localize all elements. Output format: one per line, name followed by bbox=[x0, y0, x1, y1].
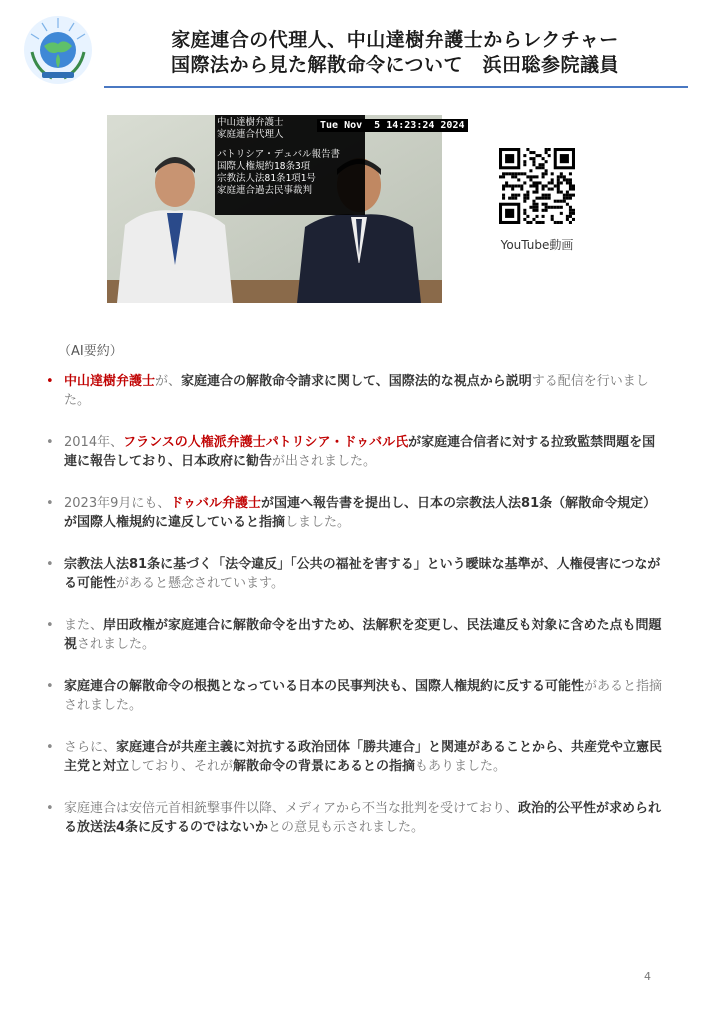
bullet-icon: • bbox=[46, 740, 54, 755]
qr-caption: YouTube動画 bbox=[500, 238, 574, 252]
summary-text-segment: しており、それが bbox=[129, 759, 234, 774]
summary-text-segment: さらに、 bbox=[64, 740, 117, 755]
summary-text-segment: 中山達樹弁護士 bbox=[64, 374, 156, 389]
summary-text-segment: ドゥバル弁護士 bbox=[170, 496, 262, 511]
video-thumbnail[interactable] bbox=[107, 115, 465, 303]
bullet-icon: • bbox=[46, 679, 54, 694]
summary-text-segment: フランスの人権派弁護士パトリシア・ドゥバル氏 bbox=[123, 435, 409, 450]
overlay-line: 家庭連合代理人 bbox=[217, 129, 284, 140]
video-overlay bbox=[107, 115, 465, 303]
summary-text-segment: 家庭連合は安倍元首相銃撃事件以降、メディアから不当な批判を受けており、 bbox=[64, 801, 518, 816]
bullet-icon: • bbox=[46, 618, 54, 633]
summary-item bbox=[44, 494, 664, 532]
overlay-line: パトリシア・デュバル報告書 bbox=[217, 149, 341, 160]
summary-text-segment: また、 bbox=[64, 618, 104, 633]
summary-text-segment: が出されました。 bbox=[272, 454, 377, 469]
summary-text-segment: が家庭連合信者に対する拉致監禁問題を国連に報告しており、日本政府に勧告 bbox=[64, 435, 656, 469]
summary-text-segment: 2014年、 bbox=[64, 435, 124, 450]
summary-text-segment: があると懸念されています。 bbox=[116, 576, 284, 591]
summary-text-segment: 家庭連合の解散命令請求に関して、国際法的な視点から説明 bbox=[181, 374, 532, 389]
bullet-icon: • bbox=[46, 557, 54, 572]
overlay-line: 中山達樹弁護士 bbox=[217, 117, 284, 128]
summary-text-segment: があると指摘されました。 bbox=[64, 679, 663, 713]
summary-text-segment: する配信を行いました。 bbox=[64, 374, 649, 408]
summary-text-segment: 家庭連合が共産主義に対抗する政治団体「勝共連合」と関連があることから、共産党や立憲民主党と対立 bbox=[64, 740, 663, 774]
overlay-line: 国際人権規約18条3項 bbox=[217, 161, 311, 172]
summary-item bbox=[44, 372, 664, 410]
bullet-icon: • bbox=[46, 374, 54, 389]
summary-text-segment: されました。 bbox=[77, 637, 156, 652]
federation-logo-icon bbox=[22, 14, 94, 86]
summary-text-segment: が国連へ報告書を提出し、日本の宗教法人法81条（解散命令規定）が国際人権規約に違反していると指摘 bbox=[64, 496, 657, 530]
title-line-2: 国際法から見た解散命令について 浜田聡参院議員 bbox=[170, 54, 620, 76]
summary-list bbox=[44, 372, 664, 860]
title-divider bbox=[104, 86, 688, 88]
title-line-1: 家庭連合の代理人、中山達樹弁護士からレクチャー bbox=[171, 29, 619, 51]
summary-text-segment: 政治的公平性が求められる放送法4条に反するのではないか bbox=[64, 801, 661, 835]
summary-item bbox=[44, 677, 664, 715]
summary-item bbox=[44, 555, 664, 593]
qr-code-icon[interactable] bbox=[499, 148, 575, 224]
summary-item bbox=[44, 616, 664, 654]
page-title bbox=[100, 28, 690, 78]
summary-text-segment: 解散命令の背景にあるとの指摘 bbox=[233, 759, 416, 774]
overlay-line: 家庭連合過去民事裁判 bbox=[217, 185, 313, 196]
summary-text-segment: が、 bbox=[155, 374, 182, 389]
video-timestamp: Tue Nov 5 14:23:24 2024 bbox=[317, 119, 468, 132]
summary-text-segment: もありました。 bbox=[415, 759, 507, 774]
overlay-line bbox=[217, 141, 340, 149]
summary-text-segment: 家庭連合の解散命令の根拠となっている日本の民事判決も、国際人権規約に反する可能性 bbox=[64, 679, 585, 694]
summary-text-segment: 2023年9月にも、 bbox=[64, 496, 171, 511]
summary-item bbox=[44, 738, 664, 776]
summary-text-segment: 宗教法人法81条に基づく「法令違反」「公共の福祉を害する」という曖昧な基準が、人権侵害につながる可能性 bbox=[64, 557, 661, 591]
bullet-icon: • bbox=[46, 435, 54, 450]
bullet-icon: • bbox=[46, 801, 54, 816]
summary-text-segment: との意見も示されました。 bbox=[268, 820, 425, 835]
bullet-icon: • bbox=[46, 496, 54, 511]
overlay-line: 宗教法人法81条1項1号 bbox=[217, 173, 316, 184]
summary-item bbox=[44, 433, 664, 471]
summary-text-segment: 岸田政権が家庭連合に解散命令を出すため、法解釈を変更し、民法違反も対象に含めた点も問題視 bbox=[64, 618, 662, 652]
page-number: 4 bbox=[644, 970, 651, 983]
ai-summary-label: （AI要約） bbox=[58, 344, 123, 359]
summary-text-segment: しました。 bbox=[285, 515, 351, 530]
summary-item bbox=[44, 799, 664, 837]
